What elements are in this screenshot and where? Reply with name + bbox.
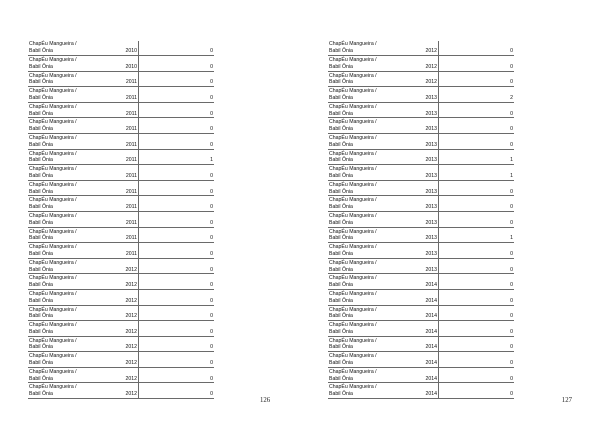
cell-value: 0	[439, 56, 515, 72]
location-line-2: Babil Ônia	[29, 266, 53, 273]
cell-value: 0	[139, 196, 215, 212]
location-line-1: ChapÉu Mangueira /	[329, 384, 377, 391]
location-line-2: Babil Ônia	[329, 94, 353, 101]
cell-value: 0	[139, 289, 215, 305]
location-line-2: Babil Ônia	[29, 110, 53, 117]
cell-year: 2013	[404, 133, 439, 149]
cell-year: 2014	[404, 321, 439, 337]
table-row	[328, 180, 514, 196]
data-table	[28, 41, 214, 399]
cell-location	[28, 367, 104, 383]
cell-year: 2010	[104, 56, 139, 72]
location-line-2: Babil Ônia	[329, 157, 353, 164]
table-row	[28, 352, 214, 368]
cell-value: 0	[139, 211, 215, 227]
location-line-1: ChapÉu Mangueira /	[329, 57, 377, 63]
cell-location	[328, 305, 404, 321]
cell-location	[28, 102, 104, 118]
location-line-1: ChapÉu Mangueira /	[329, 134, 377, 141]
cell-location	[28, 196, 104, 212]
location-line-1: ChapÉu Mangueira /	[329, 337, 377, 344]
document-page-right	[300, 0, 600, 424]
cell-location	[328, 149, 404, 165]
cell-year: 2013	[404, 211, 439, 227]
cell-year: 2013	[404, 102, 439, 118]
cell-year: 2013	[404, 180, 439, 196]
cell-year: 2011	[104, 196, 139, 212]
data-table-body	[328, 41, 514, 399]
location-line-1: ChapÉu Mangueira /	[29, 119, 77, 126]
location-line-1: ChapÉu Mangueira /	[329, 275, 377, 282]
location-line-1: ChapÉu Mangueira /	[329, 306, 377, 313]
cell-location	[328, 196, 404, 212]
cell-location	[328, 289, 404, 305]
table-row	[28, 180, 214, 196]
cell-value: 0	[139, 41, 215, 56]
cell-location	[328, 336, 404, 352]
location-line-1: ChapÉu Mangueira /	[29, 290, 77, 297]
location-line-2: Babil Ônia	[329, 219, 353, 226]
cell-year: 2011	[104, 87, 139, 103]
table-row	[28, 211, 214, 227]
table-row	[28, 258, 214, 274]
cell-value: 0	[139, 352, 215, 368]
table-row	[28, 133, 214, 149]
table-row	[28, 196, 214, 212]
cell-location	[328, 102, 404, 118]
cell-year: 2011	[104, 227, 139, 243]
cell-year: 2014	[404, 289, 439, 305]
data-table-body	[28, 41, 214, 399]
cell-year: 2014	[404, 352, 439, 368]
location-line-1: ChapÉu Mangueira /	[29, 306, 77, 313]
cell-year: 2014	[404, 383, 439, 399]
cell-year: 2013	[404, 149, 439, 165]
cell-year: 2012	[404, 71, 439, 87]
location-line-2: Babil Ônia	[29, 94, 53, 101]
page-number: 127	[561, 397, 572, 404]
cell-location	[28, 180, 104, 196]
cell-location	[28, 133, 104, 149]
cell-location	[28, 71, 104, 87]
location-line-2: Babil Ônia	[29, 297, 53, 304]
cell-year: 2011	[104, 211, 139, 227]
cell-value: 0	[439, 71, 515, 87]
table-row	[328, 321, 514, 337]
cell-value: 0	[139, 383, 215, 399]
table-row	[28, 274, 214, 290]
location-line-1: ChapÉu Mangueira /	[329, 119, 377, 126]
table-row	[328, 41, 514, 56]
cell-location	[28, 56, 104, 72]
cell-year: 2012	[104, 383, 139, 399]
cell-year: 2014	[404, 305, 439, 321]
table-row	[328, 274, 514, 290]
location-line-2: Babil Ônia	[29, 313, 53, 320]
cell-location	[28, 274, 104, 290]
cell-location	[28, 118, 104, 134]
location-line-2: Babil Ônia	[29, 204, 53, 211]
location-line-2: Babil Ônia	[329, 266, 353, 273]
location-line-2: Babil Ônia	[329, 188, 353, 195]
cell-year: 2014	[404, 336, 439, 352]
location-line-2: Babil Ônia	[29, 126, 53, 133]
cell-location	[328, 56, 404, 72]
table-row	[328, 196, 514, 212]
table-row	[28, 102, 214, 118]
data-table	[328, 41, 514, 399]
cell-location	[28, 305, 104, 321]
table-row	[28, 118, 214, 134]
cell-year: 2011	[104, 165, 139, 181]
cell-year: 2011	[104, 102, 139, 118]
cell-value: 0	[139, 180, 215, 196]
cell-year: 2011	[104, 71, 139, 87]
page-number: 126	[260, 397, 271, 404]
location-line-1: ChapÉu Mangueira /	[329, 103, 377, 110]
location-line-1: ChapÉu Mangueira /	[329, 166, 377, 173]
cell-location	[28, 211, 104, 227]
location-line-1: ChapÉu Mangueira /	[29, 197, 77, 204]
table-row	[328, 383, 514, 399]
cell-year: 2012	[404, 56, 439, 72]
cell-value: 0	[139, 227, 215, 243]
cell-location	[328, 243, 404, 259]
location-line-2: Babil Ônia	[29, 360, 53, 367]
location-line-2: Babil Ônia	[29, 79, 53, 86]
location-line-2: Babil Ônia	[29, 48, 53, 55]
table-row	[328, 87, 514, 103]
cell-location	[328, 180, 404, 196]
cell-value: 0	[439, 41, 515, 56]
location-line-1: ChapÉu Mangueira /	[329, 88, 377, 95]
location-line-2: Babil Ônia	[329, 282, 353, 289]
table-row	[28, 56, 214, 72]
cell-value: 1	[439, 227, 515, 243]
location-line-2: Babil Ônia	[329, 375, 353, 382]
location-line-2: Babil Ônia	[29, 235, 53, 242]
cell-location	[28, 243, 104, 259]
location-line-2: Babil Ônia	[29, 250, 53, 257]
cell-location	[328, 118, 404, 134]
cell-year: 2013	[404, 243, 439, 259]
cell-value: 0	[139, 367, 215, 383]
cell-location	[328, 227, 404, 243]
location-line-2: Babil Ônia	[329, 204, 353, 211]
cell-location	[28, 383, 104, 399]
cell-value: 0	[139, 243, 215, 259]
table-row	[328, 211, 514, 227]
location-line-1: ChapÉu Mangueira /	[329, 228, 377, 235]
cell-year: 2012	[104, 289, 139, 305]
table-row	[328, 56, 514, 72]
table-row	[28, 243, 214, 259]
cell-value: 0	[439, 305, 515, 321]
cell-location	[28, 258, 104, 274]
table-row	[28, 383, 214, 399]
table-row	[328, 133, 514, 149]
cell-value: 1	[439, 165, 515, 181]
location-line-1: ChapÉu Mangueira /	[329, 322, 377, 329]
table-row	[328, 227, 514, 243]
cell-location	[28, 289, 104, 305]
location-line-2: Babil Ônia	[329, 141, 353, 148]
cell-value: 0	[139, 305, 215, 321]
location-line-2: Babil Ônia	[29, 157, 53, 164]
cell-year: 2013	[404, 87, 439, 103]
table-row	[328, 352, 514, 368]
location-line-1: ChapÉu Mangueira /	[29, 353, 77, 360]
table-row	[328, 289, 514, 305]
cell-value: 0	[439, 367, 515, 383]
location-line-1: ChapÉu Mangueira /	[329, 368, 377, 375]
location-line-1: ChapÉu Mangueira /	[29, 150, 77, 157]
table-row	[28, 165, 214, 181]
cell-value: 0	[139, 258, 215, 274]
location-line-1: ChapÉu Mangueira /	[29, 368, 77, 375]
table-row	[28, 41, 214, 56]
cell-value: 0	[439, 336, 515, 352]
cell-year: 2010	[104, 41, 139, 56]
cell-year: 2012	[104, 336, 139, 352]
location-line-2: Babil Ônia	[329, 313, 353, 320]
location-line-1: ChapÉu Mangueira /	[329, 353, 377, 360]
location-line-1: ChapÉu Mangueira /	[29, 337, 77, 344]
cell-location	[28, 227, 104, 243]
location-line-1: ChapÉu Mangueira /	[29, 134, 77, 141]
location-line-2: Babil Ônia	[329, 110, 353, 117]
table-row	[328, 336, 514, 352]
location-line-2: Babil Ônia	[329, 235, 353, 242]
location-line-1: ChapÉu Mangueira /	[29, 103, 77, 110]
cell-year: 2012	[104, 258, 139, 274]
location-line-1: ChapÉu Mangueira /	[29, 88, 77, 95]
cell-value: 1	[139, 149, 215, 165]
cell-location	[28, 149, 104, 165]
cell-value: 0	[439, 383, 515, 399]
location-line-2: Babil Ônia	[329, 360, 353, 367]
location-line-2: Babil Ônia	[29, 344, 53, 351]
location-line-2: Babil Ônia	[329, 172, 353, 179]
cell-location	[28, 321, 104, 337]
cell-year: 2011	[104, 149, 139, 165]
table-row	[328, 367, 514, 383]
location-line-1: ChapÉu Mangueira /	[29, 384, 77, 391]
cell-location	[328, 87, 404, 103]
location-line-1: ChapÉu Mangueira /	[329, 181, 377, 188]
cell-value: 2	[439, 87, 515, 103]
cell-value: 0	[439, 289, 515, 305]
cell-value: 0	[439, 274, 515, 290]
location-line-2: Babil Ônia	[329, 79, 353, 86]
cell-location	[328, 352, 404, 368]
location-line-2: Babil Ônia	[29, 282, 53, 289]
cell-location	[328, 274, 404, 290]
cell-value: 0	[139, 133, 215, 149]
cell-year: 2012	[404, 41, 439, 56]
table-row	[328, 149, 514, 165]
location-line-2: Babil Ônia	[329, 250, 353, 257]
table-row	[28, 227, 214, 243]
cell-value: 0	[139, 71, 215, 87]
table-row	[328, 243, 514, 259]
location-line-1: ChapÉu Mangueira /	[29, 228, 77, 235]
location-line-1: ChapÉu Mangueira /	[329, 41, 377, 48]
location-line-1: ChapÉu Mangueira /	[29, 322, 77, 329]
cell-location	[28, 41, 104, 56]
cell-location	[328, 211, 404, 227]
cell-year: 2011	[104, 180, 139, 196]
location-line-1: ChapÉu Mangueira /	[329, 259, 377, 266]
cell-value: 0	[439, 258, 515, 274]
location-line-1: ChapÉu Mangueira /	[29, 181, 77, 188]
location-line-1: ChapÉu Mangueira /	[329, 150, 377, 157]
cell-location	[328, 383, 404, 399]
table-row	[28, 71, 214, 87]
cell-value: 0	[139, 118, 215, 134]
cell-value: 0	[439, 211, 515, 227]
cell-year: 2014	[404, 367, 439, 383]
cell-year: 2013	[404, 165, 439, 181]
location-line-1: ChapÉu Mangueira /	[329, 244, 377, 251]
cell-value: 1	[439, 149, 515, 165]
location-line-2: Babil Ônia	[29, 172, 53, 179]
location-line-2: Babil Ônia	[29, 328, 53, 335]
location-line-1: ChapÉu Mangueira /	[29, 41, 77, 48]
location-line-1: ChapÉu Mangueira /	[29, 259, 77, 266]
location-line-2: Babil Ônia	[29, 141, 53, 148]
cell-location	[328, 321, 404, 337]
location-line-2: Babil Ônia	[29, 188, 53, 195]
table-row	[28, 336, 214, 352]
cell-year: 2011	[104, 118, 139, 134]
location-line-2: Babil Ônia	[329, 63, 353, 70]
location-line-1: ChapÉu Mangueira /	[29, 166, 77, 173]
location-line-2: Babil Ônia	[329, 48, 353, 55]
location-line-2: Babil Ônia	[29, 391, 53, 398]
cell-value: 0	[139, 321, 215, 337]
cell-location	[328, 165, 404, 181]
location-line-1: ChapÉu Mangueira /	[329, 212, 377, 219]
cell-year: 2012	[104, 274, 139, 290]
cell-location	[328, 71, 404, 87]
table-row	[28, 321, 214, 337]
cell-location	[328, 133, 404, 149]
cell-year: 2012	[104, 321, 139, 337]
cell-value: 0	[139, 87, 215, 103]
location-line-2: Babil Ônia	[329, 126, 353, 133]
table-row	[28, 289, 214, 305]
cell-year: 2011	[104, 243, 139, 259]
cell-location	[328, 367, 404, 383]
cell-location	[28, 87, 104, 103]
location-line-1: ChapÉu Mangueira /	[29, 72, 77, 79]
cell-year: 2014	[404, 274, 439, 290]
cell-location	[28, 165, 104, 181]
cell-value: 0	[439, 196, 515, 212]
cell-year: 2013	[404, 118, 439, 134]
cell-value: 0	[139, 102, 215, 118]
cell-value: 0	[139, 274, 215, 290]
cell-value: 0	[439, 243, 515, 259]
location-line-1: ChapÉu Mangueira /	[29, 275, 77, 282]
location-line-1: ChapÉu Mangueira /	[329, 72, 377, 79]
cell-year: 2013	[404, 258, 439, 274]
location-line-2: Babil Ônia	[29, 63, 53, 70]
location-line-2: Babil Ônia	[329, 328, 353, 335]
cell-value: 0	[439, 133, 515, 149]
cell-year: 2012	[104, 352, 139, 368]
cell-value: 0	[439, 118, 515, 134]
location-line-2: Babil Ônia	[329, 297, 353, 304]
location-line-1: ChapÉu Mangueira /	[329, 290, 377, 297]
cell-location	[328, 258, 404, 274]
cell-year: 2012	[104, 367, 139, 383]
cell-location	[28, 336, 104, 352]
cell-year: 2013	[404, 227, 439, 243]
table-row	[28, 87, 214, 103]
cell-value: 0	[139, 336, 215, 352]
cell-value: 0	[139, 165, 215, 181]
location-line-2: Babil Ônia	[29, 219, 53, 226]
cell-value: 0	[439, 321, 515, 337]
location-line-1: ChapÉu Mangueira /	[29, 244, 77, 251]
cell-value: 0	[439, 180, 515, 196]
cell-value: 0	[439, 352, 515, 368]
cell-year: 2011	[104, 133, 139, 149]
location-line-1: ChapÉu Mangueira /	[29, 57, 77, 63]
table-row	[28, 149, 214, 165]
table-row	[328, 305, 514, 321]
table-row	[328, 71, 514, 87]
cell-year: 2012	[104, 305, 139, 321]
cell-location	[328, 41, 404, 56]
table-row	[328, 258, 514, 274]
table-row	[328, 102, 514, 118]
cell-value: 0	[439, 102, 515, 118]
table-row	[328, 165, 514, 181]
cell-location	[28, 352, 104, 368]
location-line-1: ChapÉu Mangueira /	[29, 212, 77, 219]
location-line-2: Babil Ônia	[329, 344, 353, 351]
table-row	[28, 367, 214, 383]
cell-value: 0	[139, 56, 215, 72]
location-line-2: Babil Ônia	[329, 391, 353, 398]
table-row	[28, 305, 214, 321]
table-row	[328, 118, 514, 134]
location-line-2: Babil Ônia	[29, 375, 53, 382]
cell-year: 2013	[404, 196, 439, 212]
location-line-1: ChapÉu Mangueira /	[329, 197, 377, 204]
